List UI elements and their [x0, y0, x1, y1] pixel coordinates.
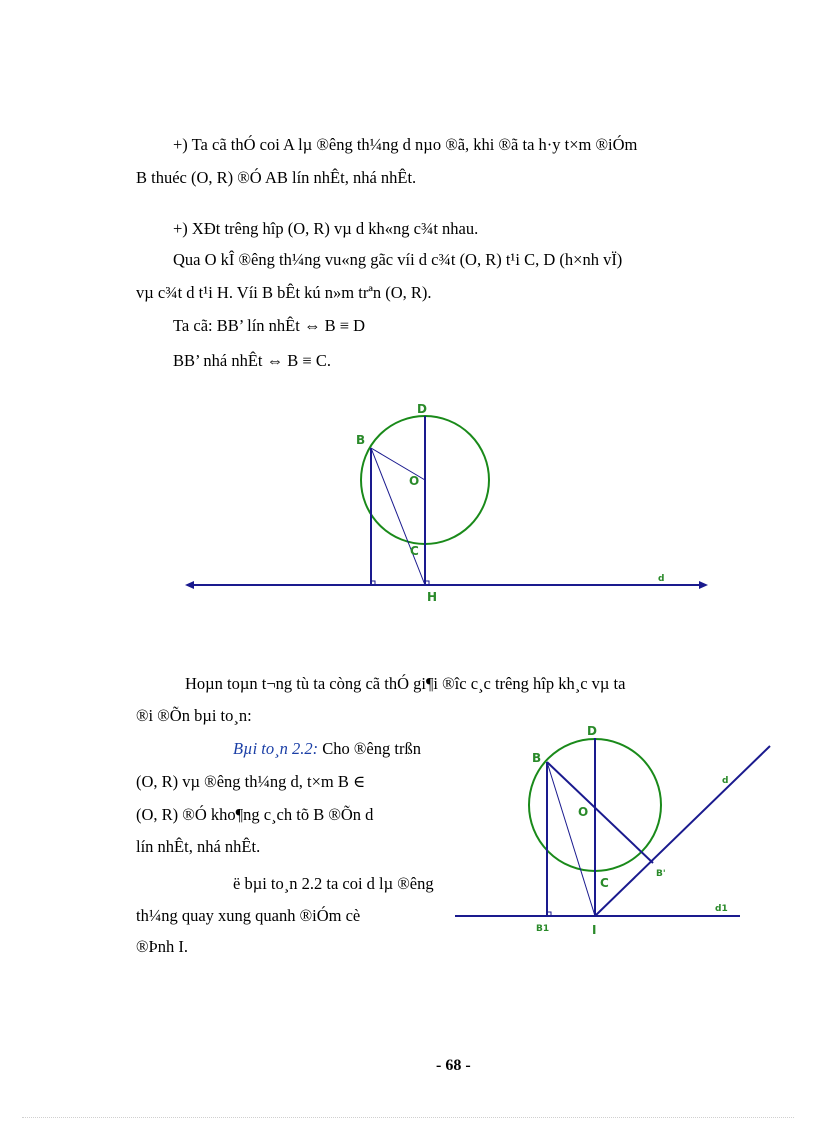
- footer-divider: [22, 1117, 794, 1118]
- paragraph-line-1: +) Ta cã thÓ coi A lµ ®êng th¼ng d nµo ®ã, khi ®ã ta h·y t×m ®iÓm: [173, 135, 638, 154]
- remark-line-3: ®Þnh I.: [136, 937, 188, 956]
- problem-intro: Cho ®êng trßn: [318, 739, 421, 758]
- label-c-2: C: [600, 876, 609, 890]
- label-h: H: [427, 590, 438, 604]
- line-d-rotating: [595, 746, 770, 916]
- label-b1: B1: [536, 924, 550, 934]
- arrow-right: [699, 581, 708, 589]
- page-number: - 68 -: [436, 1057, 471, 1074]
- problem-line-1: [233, 739, 421, 759]
- problem-line-4: lín nhÊt, nhá nhÊt.: [136, 837, 261, 856]
- label-b: B: [356, 433, 366, 447]
- paragraph-line-9: ®i ®Õn bµi to¸n:: [136, 706, 252, 725]
- figure-2: [450, 720, 780, 950]
- label-d1: d1: [715, 904, 728, 914]
- remark-line-2: th¼ng quay xung quanh ®iÓm cè: [136, 906, 361, 925]
- label-o-2: O: [578, 805, 589, 819]
- paragraph-line-6: Ta cã: BB’ lín nhÊt ⇔ B ≡ D: [173, 316, 366, 335]
- paragraph-line-8: Hoµn toµn t¬ng tù ta còng cã thÓ gi¶i ®îc c¸c trêng hîp kh¸c vµ ta: [185, 674, 626, 693]
- label-d-point-2: D: [587, 724, 597, 738]
- paragraph-line-2: B thuéc (O, R) ®Ó AB lín nhÊt, nhá nhÊt.: [136, 168, 417, 187]
- paragraph-line-4: Qua O kÎ ®êng th¼ng vu«ng gãc víi d c¾t (O, R) t¹i C, D (h×nh vÏ): [173, 250, 623, 269]
- paragraph-line-3: +) XÐt trêng hîp (O, R) vµ d kh«ng c¾t nhau.: [173, 219, 479, 238]
- label-b-2: B: [532, 751, 542, 765]
- paragraph-line-7: BB’ nhá nhÊt ⇔ B ≡ C.: [173, 351, 331, 370]
- problem-line-3: (O, R) ®Ó kho¶ng c¸ch tõ B ®Õn d: [136, 805, 374, 824]
- label-c: C: [410, 544, 419, 558]
- segment-bh: [371, 448, 425, 585]
- figure-1: [180, 395, 720, 610]
- remark-line-1: ë bµi to¸n 2.2 ta coi d lµ ®êng: [233, 874, 434, 893]
- label-line-d-2: d: [722, 776, 729, 786]
- arrow-left: [185, 581, 194, 589]
- problem-caption: Bµi to¸n 2.2:: [233, 739, 319, 758]
- label-i: I: [592, 923, 597, 937]
- label-o: O: [409, 474, 420, 488]
- label-d-point: D: [417, 402, 427, 416]
- label-b-prime: B': [656, 869, 666, 879]
- label-line-d: d: [658, 574, 665, 584]
- problem-line-2: (O, R) vµ ®êng th¼ng d, t×m B ∈: [136, 772, 366, 791]
- paragraph-line-5: vµ c¾t d t¹i H. Víi B bÊt kú n»m trªn (O, R).: [136, 283, 432, 302]
